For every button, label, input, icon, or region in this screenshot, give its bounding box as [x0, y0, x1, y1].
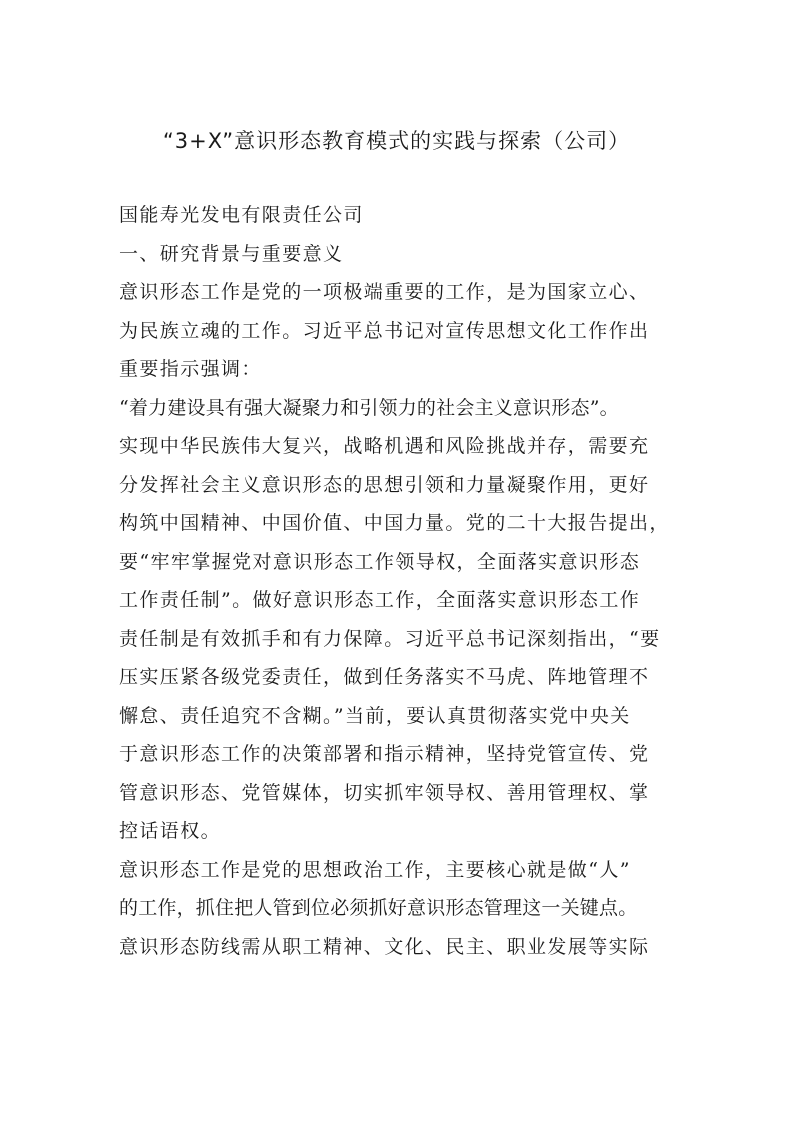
paragraph-line: 分发挥社会主义意识形态的思想引领和力量凝聚作用，更好	[119, 473, 650, 496]
document-body	[119, 196, 689, 966]
paragraph-line: 压实压紧各级党委责任，做到任务落实不马虎、阵地管理不	[119, 666, 650, 688]
paragraph-line: 工作责任制”。做好意识形态工作，全面落实意识形态工作	[119, 589, 641, 611]
paragraph-line: 控话语权。	[119, 820, 222, 842]
paragraph-line: 责任制是有效抓手和有力保障。习近平总书记深刻指出，“要	[119, 627, 661, 650]
document-title: “3+X”意识形态教育模式的实践与探索（公司）	[162, 129, 631, 153]
paragraph-line: “着力建设具有强大凝聚力和引领力的社会主义意识形态”。	[119, 396, 619, 419]
paragraph-line: 于意识形态工作的决策部署和指示精神，坚持党管宣传、党	[119, 743, 650, 765]
paragraph-line: 意识形态工作是党的一项极端重要的工作，是为国家立心、	[119, 281, 650, 303]
paragraph-line: 实现中华民族伟大复兴，战略机遇和风险挑战并存，需要充	[119, 435, 650, 457]
paragraph-line: 管意识形态、党管媒体，切实抓牢领导权、善用管理权、掌	[119, 781, 650, 804]
paragraph-line: 重要指示强调：	[119, 358, 262, 380]
paragraph-line: 要“牢牢掌握党对意识形态工作领导权，全面落实意识形态	[119, 550, 641, 573]
company-name: 国能寿光发电有限责任公司	[119, 204, 364, 226]
paragraph-line: 懈怠、责任追究不含糊。”当前，要认真贯彻落实党中央关	[119, 704, 631, 727]
section-heading: 一、研究背景与重要意义	[119, 242, 344, 265]
paragraph-line: 意识形态防线需从职工精神、文化、民主、职业发展等实际	[119, 935, 650, 958]
paragraph-line: 意识形态工作是党的思想政治工作，主要核心就是做“人”	[119, 858, 631, 881]
paragraph-line: 的工作，抓住把人管到位必须抓好意识形态管理这一关键点。	[119, 897, 638, 919]
paragraph-line: 为民族立魂的工作。习近平总书记对宣传思想文化工作作出	[119, 319, 650, 342]
paragraph-line: 构筑中国精神、中国价值、中国力量。党的二十大报告提出，	[119, 512, 670, 534]
